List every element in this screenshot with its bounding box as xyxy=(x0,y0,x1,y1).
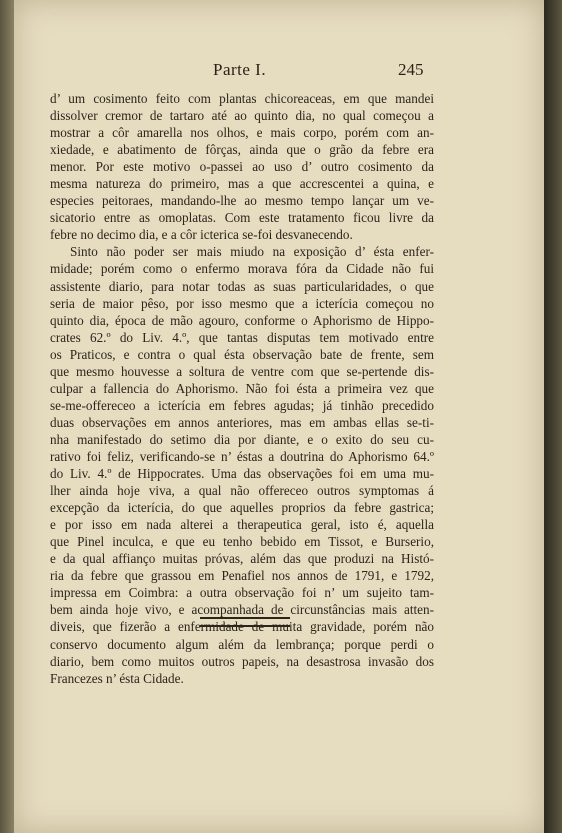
text-line: Francezes n’ ésta Cidade. xyxy=(50,670,184,686)
text-line: diario, bem como muitos outros papeis, na desastrosa invasão dos xyxy=(50,653,434,669)
section-title: Parte I. xyxy=(213,60,267,79)
text-line: duas observações em annos anteriores, mas em ambas ellas se-ti- xyxy=(50,414,434,430)
text-line: do Liv. 4.º de Hippocrates. Uma das observações foi em uma mu- xyxy=(50,466,434,482)
text-line: febre no decimo dia, e a côr icterica se-foi desvanecendo. xyxy=(50,227,353,243)
text-line: seria de maior pêso, por isso mesmo que a icterícia começou no xyxy=(50,295,434,311)
text-line: que mesmo houvesse a soltura de ventre com que se-pertende dis- xyxy=(50,363,434,379)
text-line: lher ainda hoje viva, a qual não offereceo outros symptomas á xyxy=(50,483,434,499)
text-line: impressa em Coimbra: a outra observação foi n’ um sujeito tam- xyxy=(50,585,434,601)
text-line: e da qual affianço muitas próvas, além das que produzi na Histó- xyxy=(50,551,434,567)
running-header xyxy=(14,60,544,84)
text-line: dissolver cremor de tartaro até ao quinto dia, no qual começou a xyxy=(50,108,434,124)
text-line: sicatorio entre as omoplatas. Com este tratamento ficou livre da xyxy=(50,210,434,226)
text-line: que Pinel inculca, e que eu tenho bebido em Tissot, e Burserio, xyxy=(50,534,434,550)
text-line: especies peitoraes, mandando-lhe ao mesmo tempo lançar um ve- xyxy=(50,193,434,209)
text-line: menor. Por este motivo o-passei ao uso d’ outro cosimento da xyxy=(50,159,434,175)
text-line: nha manifestado do setimo dia por diante, e o exito do seu cu- xyxy=(50,431,434,447)
page-number: 245 xyxy=(398,60,424,79)
text-line: os Praticos, e contra o qual ésta observação bate de frente, sem xyxy=(50,346,434,362)
text-line: conservo documento algum além da lembrança; porque perdi o xyxy=(50,636,434,652)
book-page xyxy=(14,0,544,833)
text-line: mostrar a côr amarella nos olhos, e mais corpo, porém com an- xyxy=(50,125,434,141)
text-line: culpar a fallencia do Aphorismo. Não foi ésta a primeira vez que xyxy=(50,380,434,396)
text-line: d’ um cosimento feito com plantas chicoreaceas, em que mandei xyxy=(50,91,434,106)
ornamental-rule xyxy=(200,617,290,627)
text-line: bem ainda hoje vivo, e acompanhada de circunstâncias mais atten- xyxy=(50,602,434,618)
text-line: excepção da icterícia, do que aquelles proprios da febre gastrica; xyxy=(50,500,434,516)
page-gutter-shadow xyxy=(0,0,14,833)
text-line: assistente diario, para notar todas as suas particularidades, o que xyxy=(50,278,434,294)
text-line: Sinto não poder ser mais miudo na exposição d’ ésta enfer- xyxy=(70,244,434,260)
text-line: xiedade, e abatimento de fôrças, ainda que o grão da febre era xyxy=(50,142,434,158)
page-edge-shadow xyxy=(544,0,562,833)
text-line: ria da febre que grassou em Penafiel nos annos de 1791, e 1792, xyxy=(50,568,434,584)
text-line: mesma natureza do primeiro, mas a que accrescentei a quina, e xyxy=(50,176,434,192)
body-text xyxy=(50,90,434,687)
text-line: diveis, que fizerão a enfermidade de muita gravidade, porém não xyxy=(50,619,434,635)
text-line: e por isso em nada alterei a therapeutica geral, isto é, aquella xyxy=(50,517,434,533)
text-line: crates 62.º do Liv. 4.º, que tantas disputas tem motivado entre xyxy=(50,329,434,345)
text-line: midade; porém como o enfermo morava fóra da Cidade não fui xyxy=(50,261,434,277)
text-line: se-me-offereceo a icterícia em febres agudas; já tinhão precedido xyxy=(50,397,434,413)
text-line: quinto dia, época de mão agouro, conforme o Aphorismo de Hippo- xyxy=(50,312,434,328)
text-line: rativo foi feliz, verificando-se n’ éstas a doutrina do Aphorismo 64.º xyxy=(50,448,434,464)
